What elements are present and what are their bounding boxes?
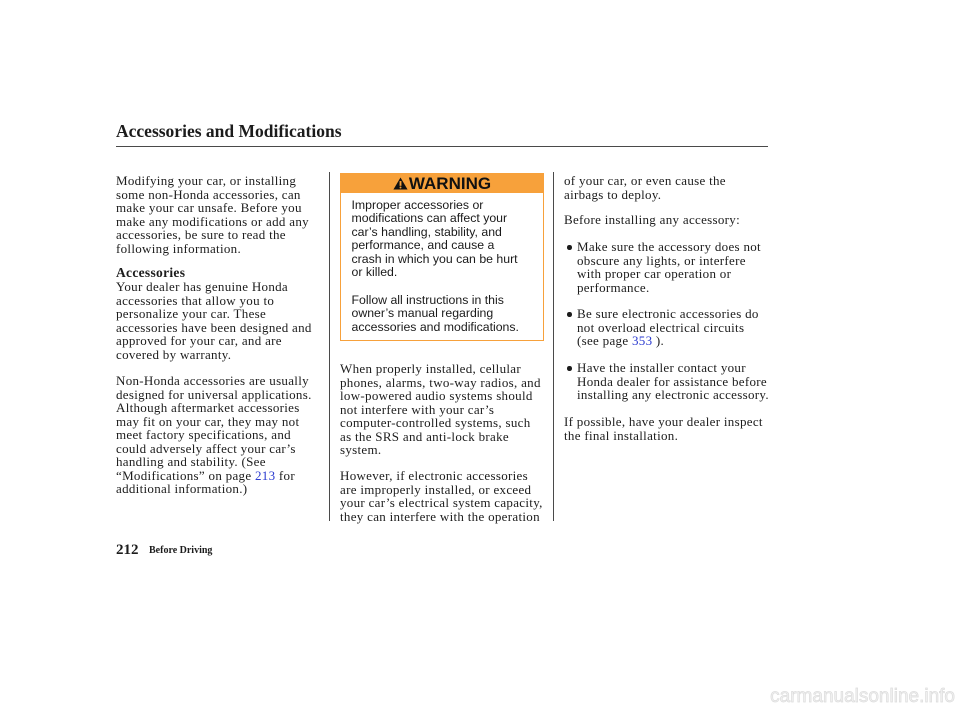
watermark: carmanualsonline.info bbox=[770, 686, 955, 707]
dealer-accessories-paragraph: Your dealer has genuine Honda accessories that allow you to personalize your car. These accessories have been designed and approved for your car, and are covered by warranty. bbox=[116, 279, 312, 362]
bullet-text: Have the installer contact your Honda dealer for assistance before installing any electronic accessory. bbox=[577, 360, 769, 402]
bullet-marker bbox=[567, 245, 572, 250]
warning-header bbox=[341, 174, 543, 193]
non-honda-accessories-paragraph bbox=[116, 374, 312, 496]
continuation-paragraph: of your car, or even cause the airbags to deploy. bbox=[564, 173, 726, 202]
bullet-text: Make sure the accessory does not obscure any lights, or interfere with proper car operation or performance. bbox=[577, 239, 761, 295]
warning-instruction: Follow all instructions in this owner’s manual regarding accessories and modifications. bbox=[351, 292, 519, 334]
column-divider bbox=[329, 172, 330, 521]
page-number: 212 bbox=[116, 542, 139, 558]
electronic-accessories-paragraph: However, if electronic accessories are improperly installed, or exceed your car’s electrical system capacity, they can interfere with the operation bbox=[340, 468, 543, 524]
warning-triangle-icon bbox=[393, 177, 408, 190]
warning-label: WARNING bbox=[408, 174, 492, 193]
bullet-item bbox=[564, 361, 770, 421]
bullet-text bbox=[577, 307, 759, 348]
before-installing-text: Before installing any accessory: bbox=[564, 212, 741, 227]
bullet-item bbox=[564, 240, 770, 300]
warning-message: Improper accessories or modifications can affect your car’s handling, stability, and performance, and cause a crash in which you can be hurt or killed. bbox=[351, 197, 518, 280]
title-rule bbox=[116, 146, 768, 147]
paragraph-text: for additional information.) bbox=[116, 467, 295, 496]
bullet-item bbox=[564, 307, 770, 367]
section-name: Before Driving bbox=[149, 545, 213, 556]
warning-box bbox=[340, 173, 544, 341]
page-reference-link[interactable]: 213 bbox=[254, 467, 276, 483]
bullet-text-part: Be sure electronic accessories do not overload electrical circuits (see page bbox=[577, 306, 759, 348]
bullet-text-part: ). bbox=[652, 333, 665, 348]
cellular-paragraph: When properly installed, cellular phones, alarms, two-way radios, and low-powered audio systems should not interfere with your car’s computer-controlled systems, such as the SRS and anti-lock brake system. bbox=[340, 361, 541, 457]
bullet-marker bbox=[567, 312, 572, 317]
intro-paragraph: Modifying your car, or installing some non-Honda accessories, can make your car unsafe. Before you make any modifications or add any accessories, be sure to read the following information. bbox=[116, 173, 309, 256]
paragraph-text: Non-Honda accessories are usually designed for universal applications. Although aftermarket accessories may fit on your car, they may not meet factory specifications, and could adversely affect your car’s handling and stability. (See “Modifications” on page bbox=[116, 373, 312, 483]
page-title: Accessories and Modifications bbox=[116, 121, 342, 141]
final-inspection-paragraph: If possible, have your dealer inspect the final installation. bbox=[564, 414, 763, 443]
accessories-heading: Accessories bbox=[116, 265, 186, 280]
bullet-marker bbox=[567, 366, 572, 371]
page-reference-link[interactable]: 353 bbox=[631, 333, 653, 348]
column-divider bbox=[553, 172, 554, 521]
